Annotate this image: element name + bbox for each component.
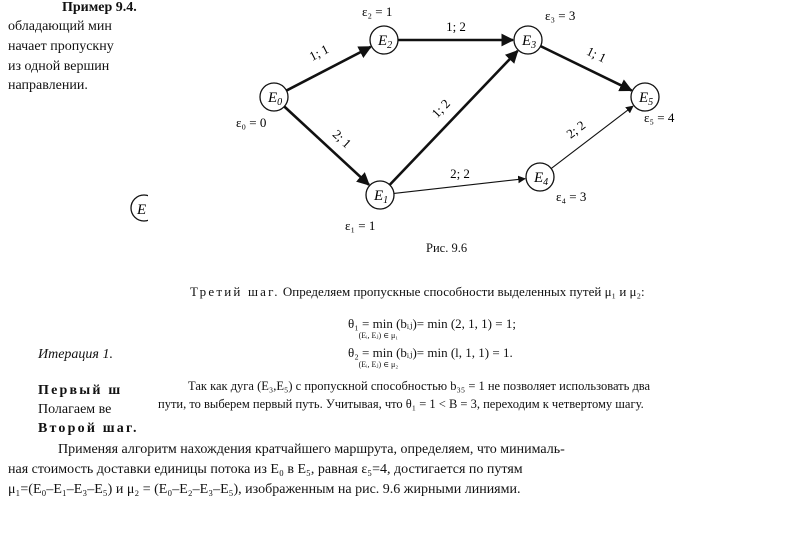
- paragraph-line-1: Применяя алгоритм нахождения кратчайшего маршрута, определяем, что минималь-: [58, 442, 565, 457]
- node-label-e0: $E_0$: [268, 90, 283, 108]
- formula1-lhs: θ₁ =: [348, 316, 373, 331]
- partial-node-label: E: [137, 202, 147, 218]
- node-label-e4: $E_4$: [534, 170, 549, 188]
- edge-label-e0-e1: 2; 1: [329, 126, 355, 151]
- formula1-min: min: [372, 316, 393, 331]
- node-label-e3: $E_3$: [522, 33, 537, 51]
- edge-e1-e3: [390, 51, 518, 185]
- formula2-under: (Eᵢ, Eⱼ) ∈ μ₂: [358, 360, 399, 369]
- edge-label-e3-e5: 1; 1: [584, 43, 609, 66]
- eps-e4: ε₄ = 3: [556, 189, 587, 204]
- note-line-2: пути, то выберем первый путь. Учитывая, что θ₁ = 1 < B = 3, переходим к четвертому шагу.: [158, 397, 644, 411]
- edge-label-e1-e4: 2; 2: [450, 166, 470, 181]
- left-text-line-4: направлении.: [8, 78, 88, 93]
- paragraph-line-2: ная стоимость доставки единицы потока из E₀ в E₅, равная ε₅=4, достигается по путям: [8, 462, 523, 477]
- left-text-line-1: обладающий мин: [8, 19, 112, 34]
- edge-e4-e5: [551, 106, 633, 168]
- paragraph-line-3: μ₁=(E₀–E₁–E₃–E₅) и μ₂ = (E₀–E₂–E₃–E₅), изображенным на рис. 9.6 жирными линиями.: [8, 482, 521, 497]
- eps-e2: ε₂ = 1: [362, 4, 393, 19]
- third-step: [190, 285, 645, 298]
- node-label-e2: $E_2$: [378, 33, 393, 51]
- third-step-text: Определяем пропускные способности выделенных путей μ₁ и μ₂:: [282, 284, 645, 299]
- formula1-rhs: (bᵢⱼ)= min (2, 1, 1) = 1;: [396, 316, 516, 331]
- first-step-partial: Первый ш: [38, 383, 123, 398]
- edge-label-e4-e5: 2; 2: [563, 117, 589, 142]
- left-text-line-3: из одной вершин: [8, 59, 110, 74]
- node-label-e1: $E_1$: [374, 188, 389, 206]
- set-partial: Полагаем ве: [38, 402, 112, 417]
- eps-e0: ε₀ = 0: [236, 115, 267, 130]
- left-text-line-2: начает пропускну: [8, 39, 114, 54]
- example-title: Пример 9.4.: [62, 0, 137, 15]
- edge-label-e2-e3: 1; 2: [446, 19, 466, 34]
- eps-e3: ε₃ = 3: [545, 8, 576, 23]
- edge-e0-e1: [284, 107, 369, 185]
- edge-label-e1-e3: 1; 2: [428, 96, 454, 121]
- formula-theta1: [348, 316, 516, 340]
- node-label-e5: $E_5$: [639, 90, 654, 108]
- eps-e5: ε₅ = 4: [644, 110, 675, 125]
- formula2-min: min: [372, 345, 393, 360]
- iteration-label: Итерация 1.: [38, 347, 113, 362]
- formula-theta2: [348, 345, 513, 369]
- second-step: Второй шаг.: [38, 421, 139, 436]
- formula2-rhs: (bᵢⱼ)= min (l, 1, 1) = 1.: [396, 345, 513, 360]
- edge-label-e0-e2: 1; 1: [306, 41, 332, 64]
- note-line-1: Так как дуга (E₃,E₅) с пропускной способностью b₃₅ = 1 не позволяет использовать два: [188, 379, 651, 393]
- eps-e1: ε₁ = 1: [345, 218, 376, 233]
- formula2-lhs: θ₂ =: [348, 345, 373, 360]
- third-step-label: Третий шаг.: [190, 284, 280, 299]
- formula1-under: (Eᵢ, Eⱼ) ∈ μ₁: [358, 331, 399, 340]
- network-graph: [0, 0, 802, 260]
- figure-caption: Рис. 9.6: [426, 241, 468, 255]
